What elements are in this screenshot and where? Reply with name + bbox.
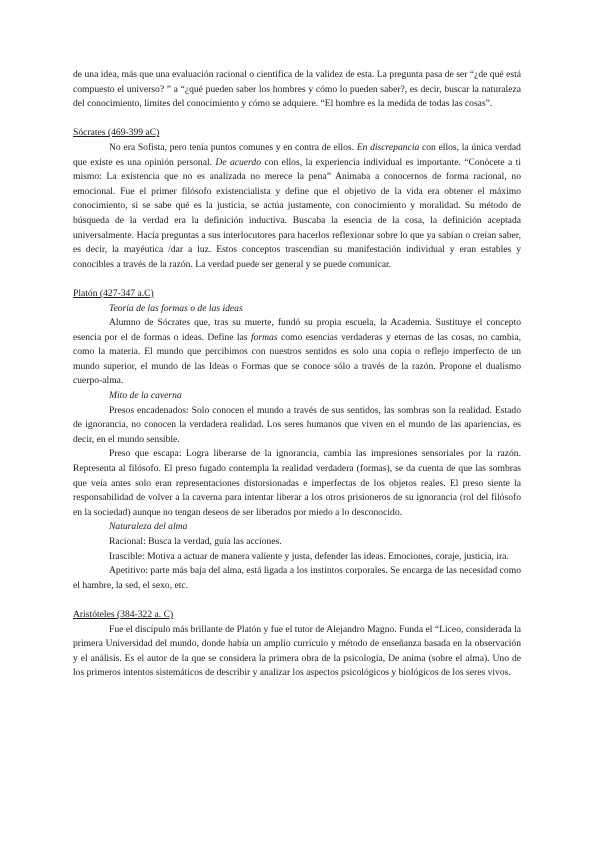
socrates-heading: Sócrates (469-399 aC) [73,127,160,139]
socrates-paragraph [73,141,521,272]
platon-forms-paragraph [73,316,521,389]
platon-subheading-cave: Mito de la caverna [109,390,182,402]
text-run: No era Sofista, pero tenía puntos comunes y en contra de ellos. [109,141,357,153]
text-run: con ellos, la experiencia individual es importante. “Conócete a ti mismo: La existencia que no es analizada no merece la pena” Animaba a conocernos de forma racional, no emocional. Fue el primer filósofo existencialista y define que el objetivo de la vida era obtener el máximo conocimiento, si se sabe qué es la justicia, se actúa justamente, con conocimiento y moralidad. Su método de búsqueda de la verdad era la definición inductiva. Buscaba la esencia de la cosa, la definición aceptada universalmente. Hacía preguntas a sus interlocutores para hacerlos reflexionar sobre lo que ya sabían o creían saber, es decir, la mayéutica /dar a luz. Estos conceptos trascendían su manifestación individual y eran estables y conocibles a través de la razón. La verdad puede ser general y se puede comunicar. [73,156,521,270]
aristoteles-heading: Aristóteles (384-322 a. C) [73,608,174,620]
platon-soul-appetitive: Apetitivo: parte más baja del alma, está ligada a los instintos corporales. Se encarga de las necesidad como el hambre, la sed, el sexo, etc. [73,565,521,591]
text-run: Alumno de Sócrates que, tras su muerte, fundó su propia escuela, la Academia. Sustituye el concepto esencia por el de formas o ideas. Define las [73,317,521,343]
text-run: con ellos, la única verdad que existe es una opinión personal. [73,141,521,168]
platon-subheading-forms: Teoría de las formas o de las ideas [109,302,243,314]
emphasis-text: formas [250,331,278,343]
platon-soul-irascible: Irascible: Motiva a actuar de manera valiente y justa, defender las ideas. Emociones, coraje, justicia, ira. [109,550,509,562]
emphasis-text: De acuerdo [215,156,262,168]
platon-cave-prisoners-paragraph: Presos encadenados: Solo conocen el mundo a través de sus sentidos, las sombras son la realidad. Estado de ignorancia, no conocen la verdadera realidad. Los seres humanos que viven en el mundo de las apariencias, es decir, en el mundo sensible. [73,404,521,445]
emphasis-text: En discrepancia [356,141,420,153]
aristoteles-paragraph: Fue el discípulo más brillante de Platón y fue el tutor de Alejandro Magno. Funda el “Liceo, considerada la primera Universidad del mundo, donde había un amplio currículo y método de enseñanza basada en la observación y el análisis. Es el autor de la que se considera la primera obra de la psicología, De anima (sobre el alma). Uno de los primeros intentos sistemáticos de describir y analizar los aspectos psicológicos y biológicos de los seres vivos. [73,623,521,679]
platon-heading: Platón (427-347 a.C) [73,287,154,299]
platon-soul-rational: Racional: Busca la verdad, guía las acciones. [109,536,282,547]
text-run: como esencias verdaderas y eternas de las cosas, no cambia, como la materia. El mundo que percibimos con nuestros sentidos es solo una copia o reflejo imperfecto de un mundo superior, el mundo de las Ideas o Formas que se conoce sólo a través de la razón. Propone el dualismo cuerpo-alma. [73,331,521,387]
intro-paragraph: de una idea, más que una evaluación racional o científica de la validez de esta. La pregunta pasa de ser “¿de qué está compuesto el universo? ” a “¿qué pueden saber los hombres y cómo lo pueden saber?, es decir, buscar la naturaleza del conocimiento, límites del conocimiento y cómo se adquiere. “El hombre es la medida de todas las cosas”. [73,69,521,110]
platon-cave-escapee-paragraph: Preso que escapa: Logra liberarse de la ignorancia, cambia las impresiones sensoriales por la razón. Representa al filósofo. El preso fugado contempla la realidad verdadera (formas), se da cuenta de que las sombras que veía antes solo eran representaciones distorsionadas e imperfectas de los objetos reales. El preso siente la responsabilidad de volver a la caverna para intentar liberar a los otros prisioneros de su ignorancia (rol del filósofo en la sociedad) aunque no tengan deseos de ser liberados por miedo a lo desconocido. [73,448,521,518]
document-page [73,68,521,681]
platon-subheading-soul: Naturaleza del alma [109,521,188,533]
